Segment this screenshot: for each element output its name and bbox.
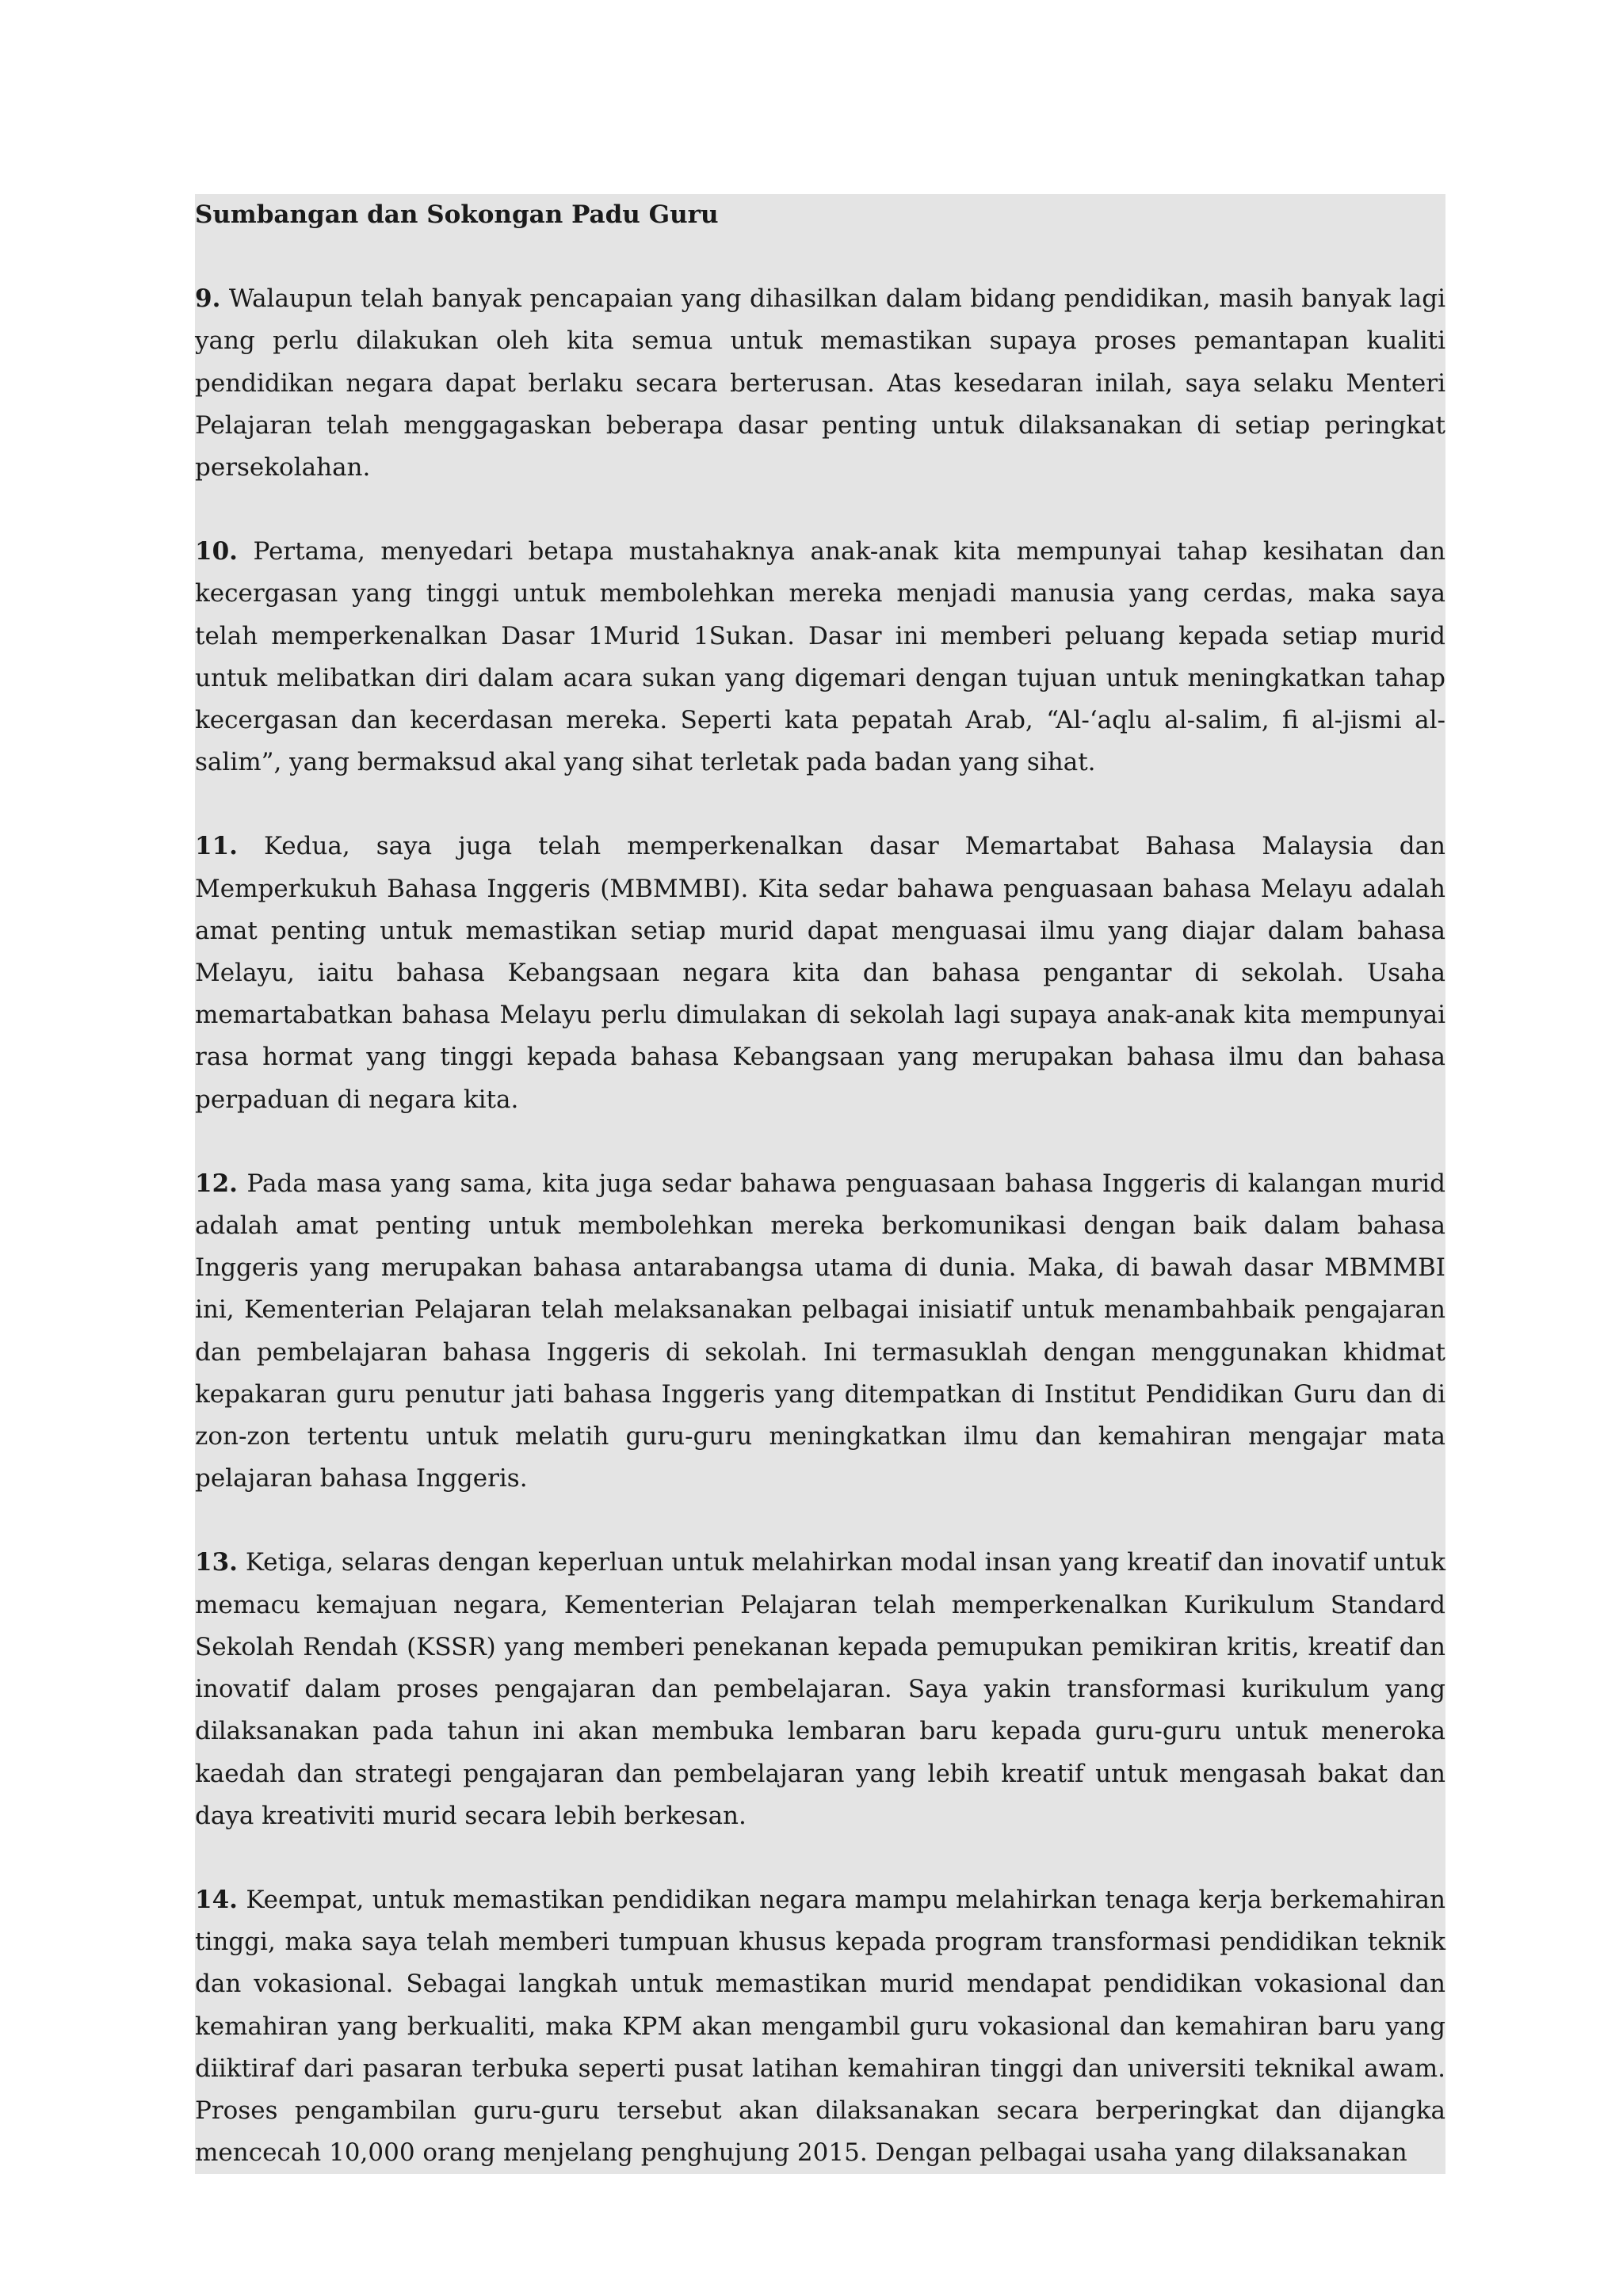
paragraph-text: Walaupun telah banyak pencapaian yang dihasilkan dalam bidang pendidikan, masih banyak lagi yang perlu dilakukan oleh kita semua untuk memastikan supaya proses pemantapan kualiti pendidikan negara dapat berlaku secara berterusan. Atas kesedaran inilah, saya selaku Menteri Pelajaran telah menggagaskan beberapa dasar penting untuk dilaksanakan di setiap peringkat persekolahan. [195, 284, 1446, 482]
paragraph-11 [195, 826, 1445, 1120]
paragraph-text: Pada masa yang sama, kita juga sedar bahawa penguasaan bahasa Inggeris di kalangan murid adalah amat penting untuk membolehkan mereka berkomunikasi dengan baik dalam bahasa Inggeris yang merupakan bahasa antarabangsa utama di dunia. Maka, di bawah dasar MBMMBI ini, Kementerian Pelajaran telah melaksanakan pelbagai inisiatif untuk menambahbaik pengajaran dan pembelajaran bahasa Inggeris di sekolah. Ini termasuklah dengan menggunakan khidmat kepakaran guru penutur jati bahasa Inggeris yang ditempatkan di Institut Pendidikan Guru dan di zon-zon tertentu untuk melatih guru-guru meningkatkan ilmu dan kemahiran mengajar mata pelajaran bahasa Inggeris. [195, 1169, 1445, 1493]
paragraph-12 [195, 1163, 1445, 1501]
paragraph-number: 9. [195, 284, 221, 314]
paragraph-text: Keempat, untuk memastikan pendidikan negara mampu melahirkan tenaga kerja berkemahiran tinggi, maka saya telah memberi tumpuan khusus kepada program transformasi pendidikan teknik dan vokasional. Sebagai langkah untuk memastikan murid mendapat pendidikan vokasional dan kemahiran yang berkualiti, maka KPM akan mengambil guru vokasional dan kemahiran baru yang diiktiraf dari pasaran terbuka seperti pusat latihan kemahiran tinggi dan universiti teknikal awam. Proses pengambilan guru-guru tersebut akan dilaksanakan secara berperingkat dan dijangka mencecah 10,000 orang menjelang penghujung 2015. Dengan pelbagai usaha yang dilaksanakan [195, 1885, 1445, 2168]
paragraph-number: 12. [195, 1169, 238, 1198]
document-body [195, 194, 1445, 2174]
paragraph-10 [195, 531, 1445, 784]
paragraph-text: Pertama, menyedari betapa mustahaknya anak-anak kita mempunyai tahap kesihatan dan kecergasan yang tinggi untuk membolehkan mereka menjadi manusia yang cerdas, maka saya telah memperkenalkan Dasar 1Murid 1Sukan. Dasar ini memberi peluang kepada setiap murid untuk melibatkan diri dalam acara sukan yang digemari dengan tujuan untuk meningkatkan tahap kecergasan dan kecerdasan mereka. Seperti kata pepatah Arab, “Al-‘aqlu al-salim, fi al-jismi al-salim”, yang bermaksud akal yang sihat terletak pada badan yang sihat. [195, 537, 1445, 777]
paragraph-number: 13. [195, 1548, 238, 1577]
paragraph-number: 11. [195, 832, 238, 861]
paragraph-9 [195, 278, 1445, 489]
paragraph-13 [195, 1542, 1445, 1836]
paragraph-number: 10. [195, 537, 238, 566]
paragraph-number: 14. [195, 1885, 238, 1914]
paragraph-text: Kedua, saya juga telah memperkenalkan dasar Memartabat Bahasa Malaysia dan Memperkukuh Bahasa Inggeris (MBMMBI). Kita sedar bahawa penguasaan bahasa Melayu adalah amat penting untuk memastikan setiap murid dapat menguasai ilmu yang diajar dalam bahasa Melayu, iaitu bahasa Kebangsaan negara kita dan bahasa pengantar di sekolah. Usaha memartabatkan bahasa Melayu perlu dimulakan di sekolah lagi supaya anak-anak kita mempunyai rasa hormat yang tinggi kepada bahasa Kebangsaan yang merupakan bahasa ilmu dan bahasa perpaduan di negara kita. [195, 832, 1446, 1114]
section-heading: Sumbangan dan Sokongan Padu Guru [195, 200, 719, 229]
paragraph-14 [195, 1879, 1445, 2174]
paragraph-text: Ketiga, selaras dengan keperluan untuk melahirkan modal insan yang kreatif dan inovatif untuk memacu kemajuan negara, Kementerian Pelajaran telah memperkenalkan Kurikulum Standard Sekolah Rendah (KSSR) yang memberi penekanan kepada pemupukan pemikiran kritis, kreatif dan inovatif dalam proses pengajaran dan pembelajaran. Saya yakin transformasi kurikulum yang dilaksanakan pada tahun ini akan membuka lembaran baru kepada guru-guru untuk meneroka kaedah dan strategi pengajaran dan pembelajaran yang lebih kreatif untuk mengasah bakat dan daya kreativiti murid secara lebih berkesan. [195, 1548, 1446, 1830]
